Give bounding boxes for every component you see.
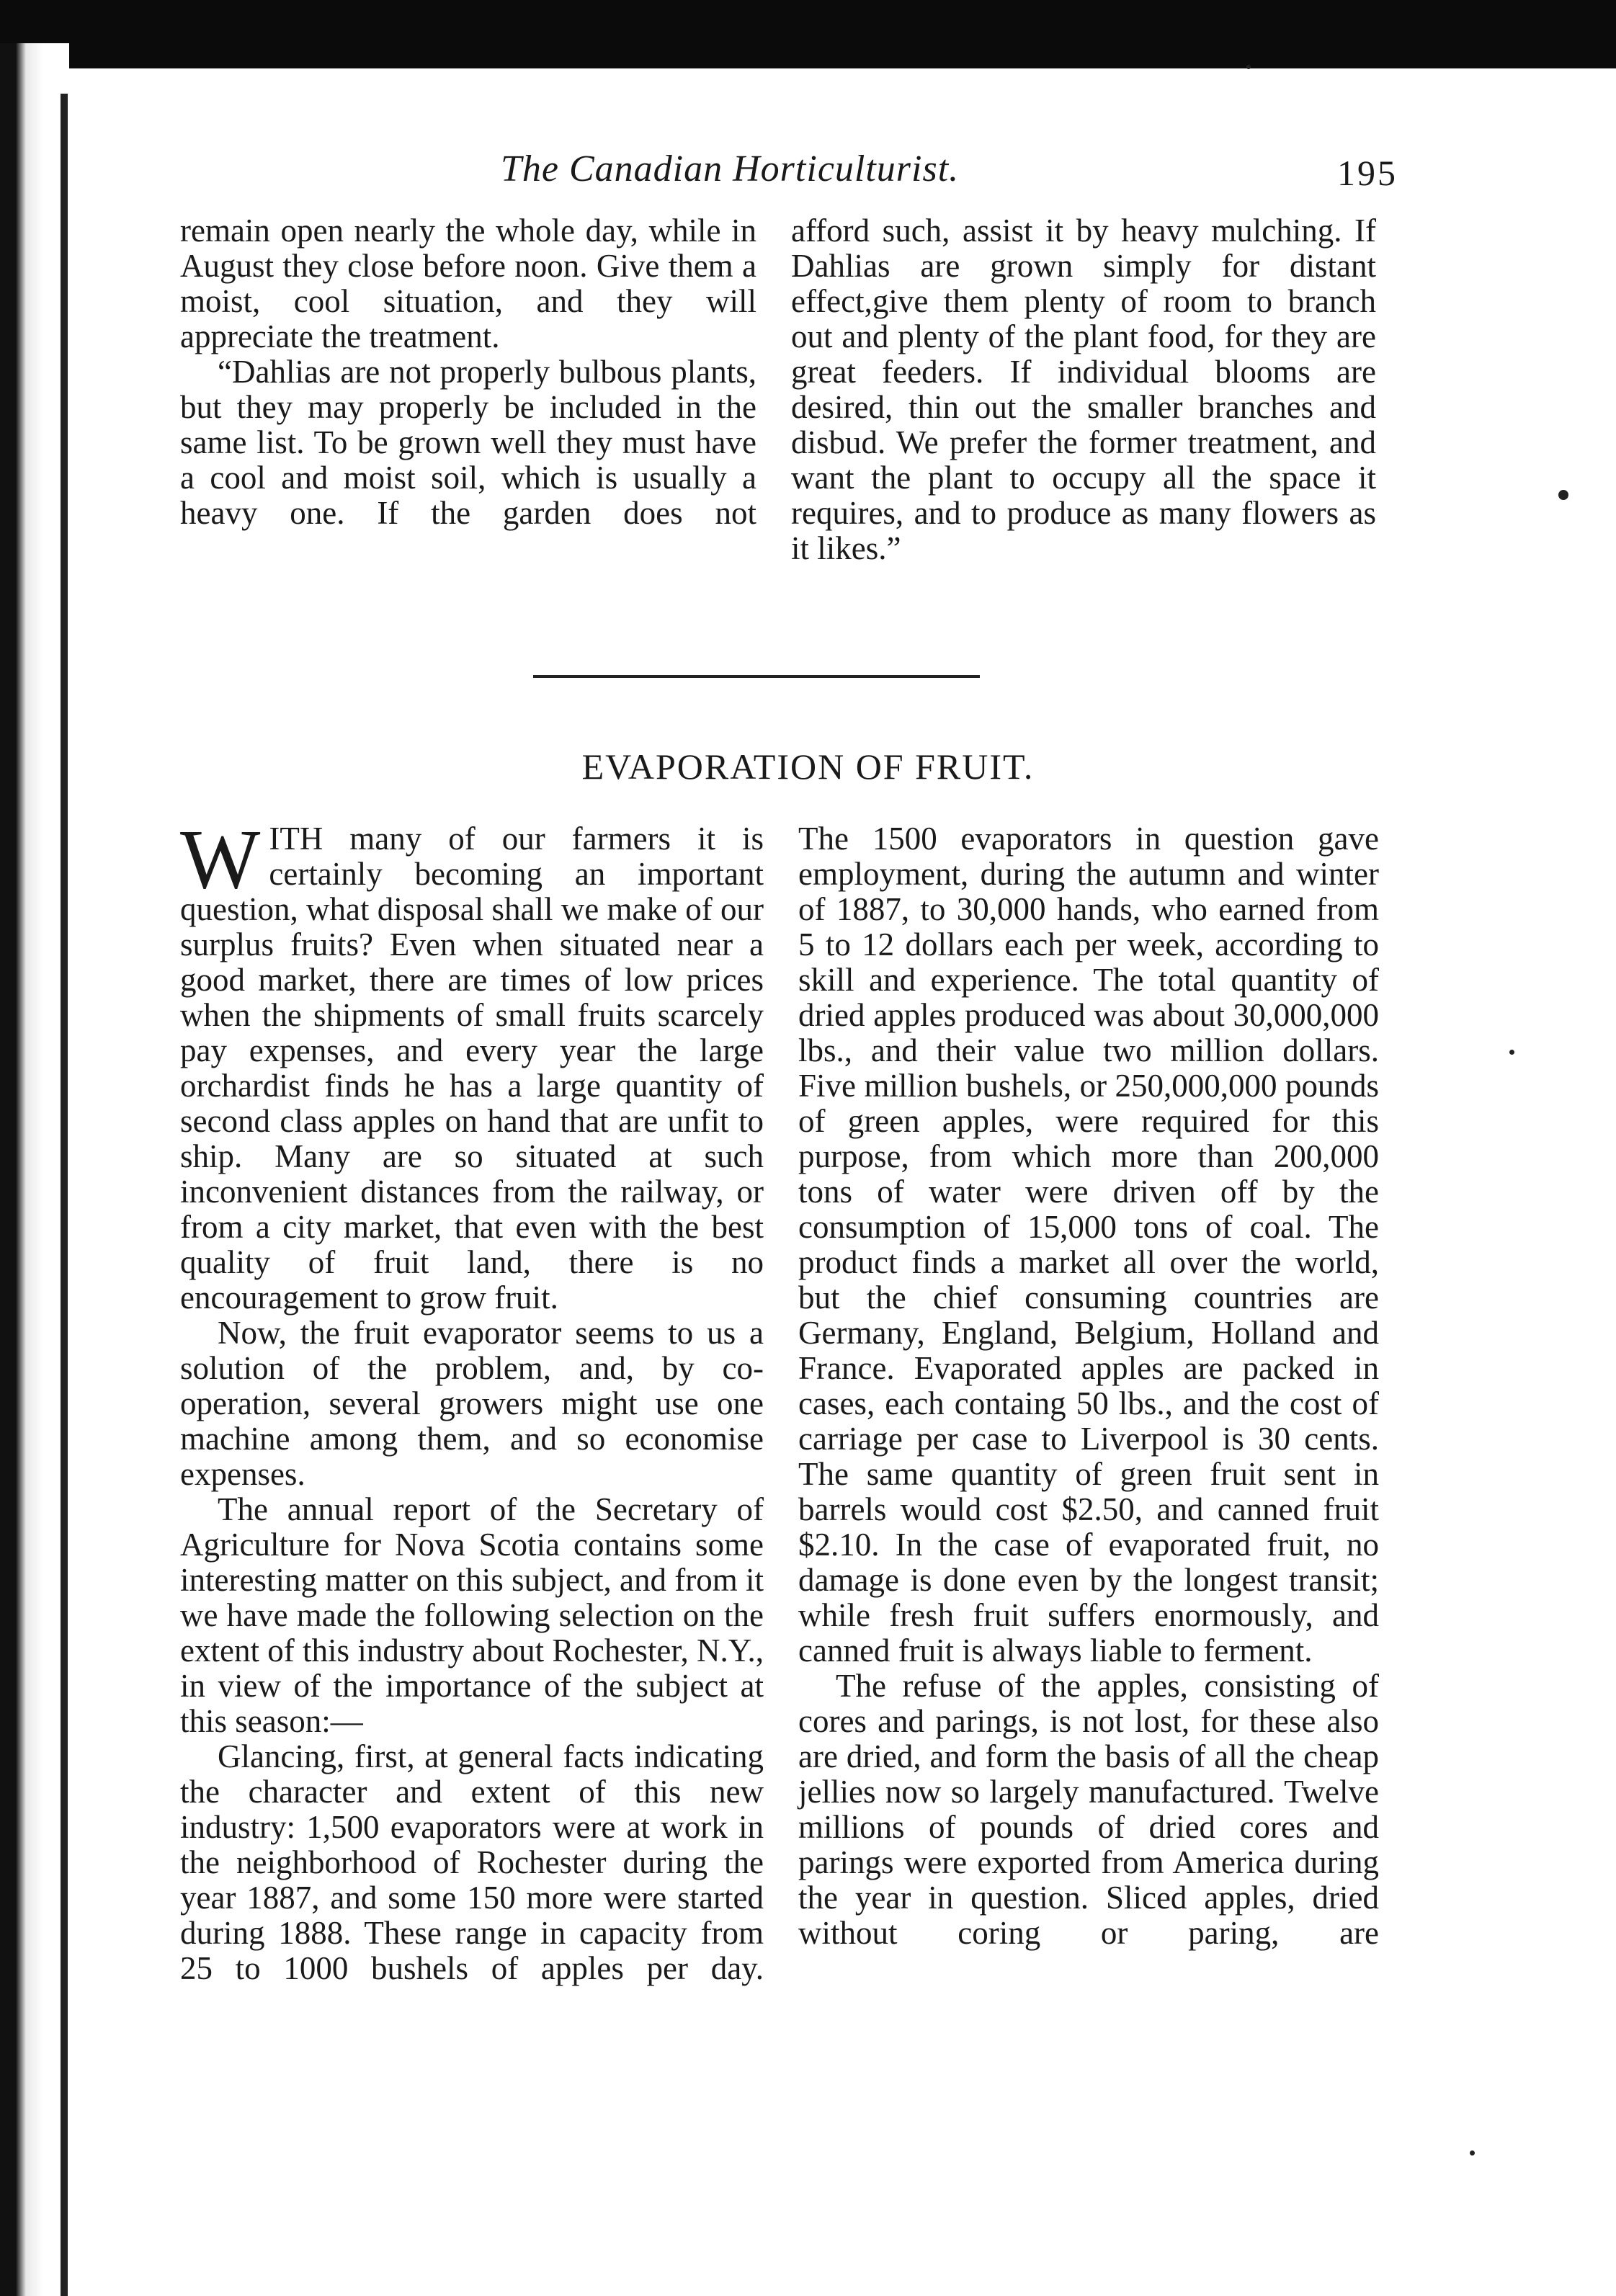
article-right-column	[798, 821, 1379, 1951]
paragraph: Now, the fruit evaporator seems to us a solution of the problem, and, by co-operation, several growers might use one machine among them, and so economise expenses.	[180, 1315, 764, 1492]
scan-speck	[1558, 490, 1568, 500]
running-title: The Canadian Horticulturist.	[501, 148, 960, 189]
page-number: 195	[1337, 153, 1398, 193]
paragraph	[180, 812, 764, 1315]
paragraph: remain open nearly the whole day, while in August they close before noon. Give them a moist, cool situation, and they will appreciate the treatment.	[180, 213, 756, 354]
paragraph-text: ITH many of our farmers it is certainly becoming an important question, what disposal shall we make of our surplus fruits? Even when situated near a good market, there are times of low prices when the shipments of small fruits scarcely pay expenses, and every year the large orchardist finds he has a large quantity of second class apples on hand that are unfit to ship. Many are so situated at such inconvenient distances from the railway, or from a city market, that even with the best quality of fruit land, there is no encouragement to grow fruit.	[180, 821, 764, 1315]
top-left-column	[180, 213, 756, 531]
paragraph: The annual report of the Secretary of Agriculture for Nova Scotia contains some interesting matter on this subject, and from it we have made the following selection on the extent of this industry about Rochester, N.Y., in view of the importance of the subject at this season:—	[180, 1491, 764, 1739]
scan-speck	[1509, 1050, 1514, 1055]
scan-left-border	[0, 43, 69, 2296]
paragraph: The 1500 evaporators in question gave employment, during the autumn and winter of 1887, to 30,000 hands, who earned from 5 to 12 dollars each per week, according to skill and experience. The total quantity of dried apples produced was about 30,000,000 lbs., and their value two million dollars. Five million bushels, or 250,000,000 pounds of green apples, were required for this purpose, from which more than 200,000 tons of water were driven off by the consumption of 15,000 tons of coal. The product finds a market all over the world, but the chief consuming countries are Germany, England, Belgium, Holland and France. Evaporated apples are packed in cases, each containg 50 lbs., and the cost of carriage per case to Liverpool is 30 cents. The same quantity of green fruit sent in barrels would cost $2.50, and canned fruit $2.10. In the case of evaporated fruit, no damage is done even by the longest transit; while fresh fruit suffers enormously, and canned fruit is always liable to ferment.	[798, 821, 1379, 1669]
paragraph: afford such, assist it by heavy mulching. If Dahlias are grown simply for distant effect,give them plenty of room to branch out and plenty of the plant food, for they are great feeders. If individual blooms are desired, thin out the smaller branches and disbud. We prefer the former treatment, and want the plant to occupy all the space it requires, and to produce as many flowers as it likes.”	[791, 213, 1376, 566]
top-right-column	[791, 213, 1376, 566]
drop-cap: W	[180, 812, 261, 906]
scan-margin-line	[61, 94, 68, 2296]
article-title: EVAPORATION OF FRUIT.	[581, 746, 1035, 787]
paragraph: “Dahlias are not properly bulbous plants, but they may properly be included in the same list. To be grown well they must have a cool and moist soil, which is usually a heavy one. If the garden does not	[180, 354, 756, 531]
article-left-column	[180, 812, 764, 1986]
paragraph: Glancing, first, at general facts indicating the character and extent of this new industry: 1,500 evaporators were at work in the neighborhood of Rochester during the year 1887, and some 150 more were started during 1888. These range in capacity from 25 to 1000 bushels of apples per day.	[180, 1738, 764, 1986]
paragraph: The refuse of the apples, consisting of cores and parings, is not lost, for these also are dried, and form the basis of all the cheap jellies now so largely manufactured. Twelve millions of pounds of dried cores and parings were exported from America during the year in question. Sliced apples, dried without coring or paring, are	[798, 1668, 1379, 1951]
section-divider	[533, 675, 980, 678]
page-header	[173, 148, 1398, 213]
scan-top-border	[0, 0, 1616, 68]
scan-speck	[1470, 2150, 1475, 2156]
scan-speck	[1246, 65, 1251, 69]
